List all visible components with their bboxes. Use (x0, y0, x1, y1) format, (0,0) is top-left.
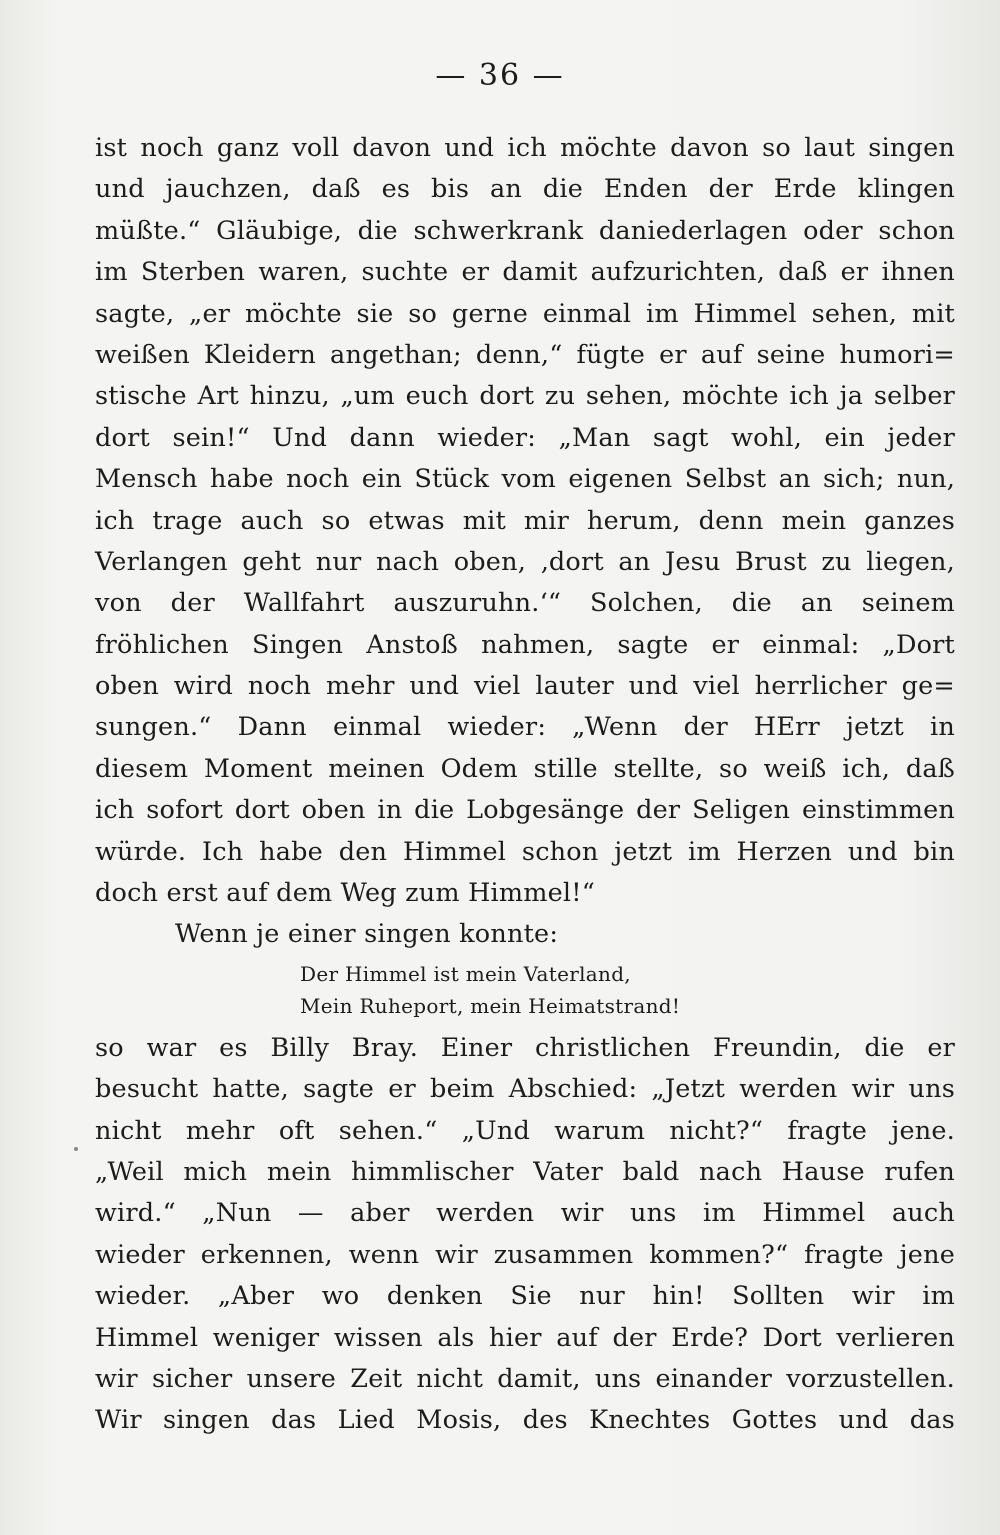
text-line: stische Art hinzu, „um euch dort zu sehen, möchte ich ja selber (95, 381, 955, 412)
text-line: und jauchzen, daß es bis an die Enden der Erde klingen (95, 174, 955, 205)
verse-intro: Wenn je einer singen konnte: (175, 919, 559, 950)
text-line: Verlangen geht nur nach oben, ‚dort an Jesu Brust zu liegen, (95, 546, 955, 577)
text-line: doch erst auf dem Weg zum Himmel!“ (95, 878, 595, 909)
text-line: Mensch habe noch ein Stück vom eigenen Selbst an sich; nun, (95, 464, 955, 495)
text-line: wird.“ „Nun — aber werden wir uns im Himmel auch (95, 1198, 955, 1229)
text-line: Himmel weniger wissen als hier auf der Erde? Dort verlieren (95, 1322, 955, 1353)
text-line: fröhlichen Singen Anstoß nahmen, sagte er einmal: „Dort (95, 629, 955, 660)
text-line: weißen Kleidern angethan; denn,“ fügte er auf seine humori= (95, 339, 955, 370)
verse-line: Mein Ruheport, mein Heimatstrand! (300, 993, 681, 1018)
text-line: müßte.“ Gläubige, die schwerkrank daniederlagen oder schon (95, 215, 955, 246)
text-line: Wir singen das Lied Mosis, des Knechtes Gottes und das (95, 1405, 955, 1436)
text-line: diesem Moment meinen Odem stille stellte, so weiß ich, daß (95, 753, 955, 784)
text-line: würde. Ich habe den Himmel schon jetzt im Herzen und bin (95, 836, 955, 867)
verse-line: Der Himmel ist mein Vaterland, (300, 961, 631, 986)
text-line: nicht mehr oft sehen.“ „Und warum nicht?“ fragte jene. (95, 1115, 955, 1146)
text-line: wieder erkennen, wenn wir zusammen kommen?“ fragte jene (95, 1239, 955, 1270)
text-line: besucht hatte, sagte er beim Abschied: „Jetzt werden wir uns (95, 1074, 955, 1105)
text-line: ich trage auch so etwas mit mir herum, denn mein ganzes (95, 505, 955, 536)
text-line: im Sterben waren, suchte er damit aufzurichten, daß er ihnen (95, 257, 955, 288)
text-line: „Weil mich mein himmlischer Vater bald nach Hause rufen (95, 1156, 955, 1187)
text-line: sagte, „er möchte sie so gerne einmal im Himmel sehen, mit (95, 298, 955, 329)
text-line: so war es Billy Bray. Einer christlichen Freundin, die er (95, 1032, 955, 1063)
text-line: wir sicher unsere Zeit nicht damit, uns einander vorzustellen. (95, 1363, 955, 1394)
text-line: sungen.“ Dann einmal wieder: „Wenn der HErr jetzt in (95, 712, 955, 743)
text-line: oben wird noch mehr und viel lauter und viel herrlicher ge= (95, 671, 955, 702)
text-line: wieder. „Aber wo denken Sie nur hin! Sollten wir im (95, 1281, 955, 1312)
text-line: ich sofort dort oben in die Lobgesänge der Seligen einstimmen (95, 795, 955, 826)
text-line: dort sein!“ Und dann wieder: „Man sagt wohl, ein jeder (95, 422, 955, 453)
body-text (95, 128, 955, 1442)
page-number: — 36 — (435, 58, 565, 93)
text-line: ist noch ganz voll davon und ich möchte davon so laut singen (95, 133, 955, 163)
text-line: von der Wallfahrt auszuruhn.‘“ Solchen, die an seinem (95, 588, 955, 619)
paper-speck (74, 1147, 78, 1151)
